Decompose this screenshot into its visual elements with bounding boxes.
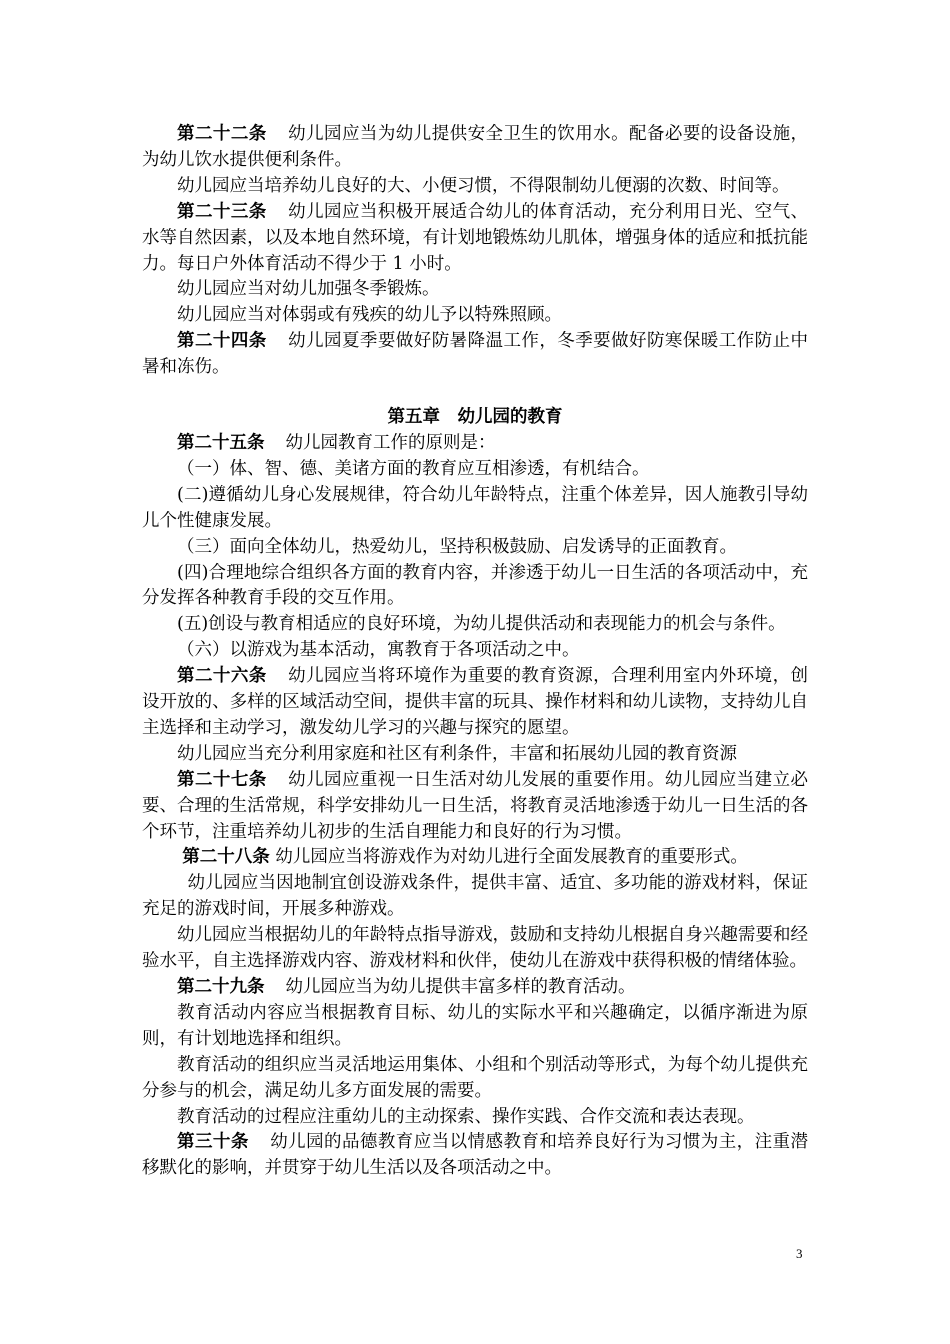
article-24 bbox=[142, 329, 808, 381]
article-27 bbox=[142, 768, 808, 846]
article-30 bbox=[142, 1130, 808, 1182]
paragraph: 幼儿园应当根据幼儿的年龄特点指导游戏，鼓励和支持幼儿根据自身兴趣需要和经验水平，自主选择游戏内容、游戏材料和伙伴，使幼儿在游戏中获得积极的情绪体验。 bbox=[142, 925, 808, 972]
article-text: 幼儿园的品德教育应当以情感教育和培养良好行为习惯为主，注重潜移默化的影响，并贯穿于幼儿生活以及各项活动之中。 bbox=[142, 1132, 808, 1179]
article-number: 第二十六条 bbox=[177, 666, 267, 687]
list-item: （一）体、智、德、美诸方面的教育应互相渗透，有机结合。 bbox=[177, 458, 650, 479]
article-text: 幼儿园应当为幼儿提供安全卫生的饮用水。配备必要的设备设施，为幼儿饮水提供便利条件。 bbox=[142, 124, 809, 170]
article-text: 幼儿园应当将环境作为重要的教育资源，合理利用室内外环境，创设开放的、多样的区域活动空间，提供丰富的玩具、操作材料和幼儿读物，支持幼儿自主选择和主动学习，激发幼儿学习的兴趣与探究的愿望。 bbox=[142, 666, 809, 738]
paragraph: 幼儿园应当培养幼儿良好的大、小便习惯，不得限制幼儿便溺的次数、时间等。 bbox=[177, 175, 790, 196]
article-number: 第二十二条 bbox=[177, 124, 267, 144]
paragraph: 教育活动内容应当根据教育目标、幼儿的实际水平和兴趣确定，以循序渐进为原则，有计划地选择和组织。 bbox=[142, 1002, 808, 1049]
article-25 bbox=[142, 431, 808, 457]
page-body bbox=[142, 122, 808, 1182]
article-number: 第二十八条 bbox=[182, 847, 270, 868]
article-number: 第二十四条 bbox=[177, 331, 267, 352]
article-23 bbox=[142, 200, 808, 278]
article-number: 第三十条 bbox=[177, 1132, 249, 1153]
paragraph: 教育活动的组织应当灵活地运用集体、小组和个别活动等形式，为每个幼儿提供充分参与的机会，满足幼儿多方面发展的需要。 bbox=[142, 1054, 808, 1101]
article-text: 幼儿园应重视一日生活对幼儿发展的重要作用。幼儿园应当建立必要、合理的生活常规，科学安排幼儿一日生活，将教育灵活地渗透于幼儿一日生活的各个环节，注重培养幼儿初步的生活自理能力和良好的行为习惯。 bbox=[142, 769, 809, 842]
article-text: 幼儿园应当积极开展适合幼儿的体育活动，充分利用日光、空气、水等自然因素，以及本地自然环境，有计划地锻炼幼儿肌体，增强身体的适应和抵抗能力。每日户外体育活动不得少于 1 小时。 bbox=[142, 201, 809, 274]
paragraph: 幼儿园应当充分利用家庭和社区有利条件，丰富和拓展幼儿园的教育资源 bbox=[177, 743, 737, 764]
article-26 bbox=[142, 664, 808, 742]
article-number: 第二十七条 bbox=[177, 769, 267, 790]
article-text: 幼儿园教育工作的原则是： bbox=[285, 432, 496, 453]
article-number: 第二十九条 bbox=[177, 977, 265, 997]
paragraph: 幼儿园应当因地制宜创设游戏条件，提供丰富、适宜、多功能的游戏材料，保证充足的游戏时间，开展多种游戏。 bbox=[142, 873, 808, 920]
page-number: 3 bbox=[796, 1246, 803, 1261]
paragraph: 教育活动的过程应注重幼儿的主动探索、操作实践、合作交流和表达表现。 bbox=[177, 1106, 755, 1127]
paragraph: 幼儿园应当对体弱或有残疾的幼儿予以特殊照顾。 bbox=[177, 305, 562, 326]
list-item: (五)创设与教育相适应的良好环境，为幼儿提供活动和表现能力的机会与条件。 bbox=[177, 614, 786, 635]
list-item: （六）以游戏为基本活动，寓教育于各项活动之中。 bbox=[177, 640, 580, 661]
list-item: （三）面向全体幼儿，热爱幼儿，坚持积极鼓励、启发诱导的正面教育。 bbox=[177, 536, 737, 557]
article-text: 幼儿园应当将游戏作为对幼儿进行全面发展教育的重要形式。 bbox=[275, 847, 748, 868]
article-text: 幼儿园应当为幼儿提供丰富多样的教育活动。 bbox=[285, 977, 636, 997]
article-28 bbox=[142, 845, 808, 871]
paragraph: 幼儿园应当对幼儿加强冬季锻炼。 bbox=[177, 279, 440, 300]
article-22 bbox=[142, 122, 808, 174]
article-number: 第二十五条 bbox=[177, 432, 265, 453]
list-item: (四)合理地综合组织各方面的教育内容，并渗透于幼儿一日生活的各项活动中，充分发挥各种教育手段的交互作用。 bbox=[142, 562, 808, 609]
chapter-title: 第五章 幼儿园的教育 bbox=[387, 407, 563, 428]
article-text: 幼儿园夏季要做好防暑降温工作，冬季要做好防寒保暖工作防止中暑和冻伤。 bbox=[142, 331, 809, 378]
list-item: (二)遵循幼儿身心发展规律，符合幼儿年龄特点，注重个体差异，因人施教引导幼儿个性健康发展。 bbox=[142, 484, 808, 531]
article-number: 第二十三条 bbox=[177, 201, 267, 222]
article-29 bbox=[142, 975, 808, 1001]
